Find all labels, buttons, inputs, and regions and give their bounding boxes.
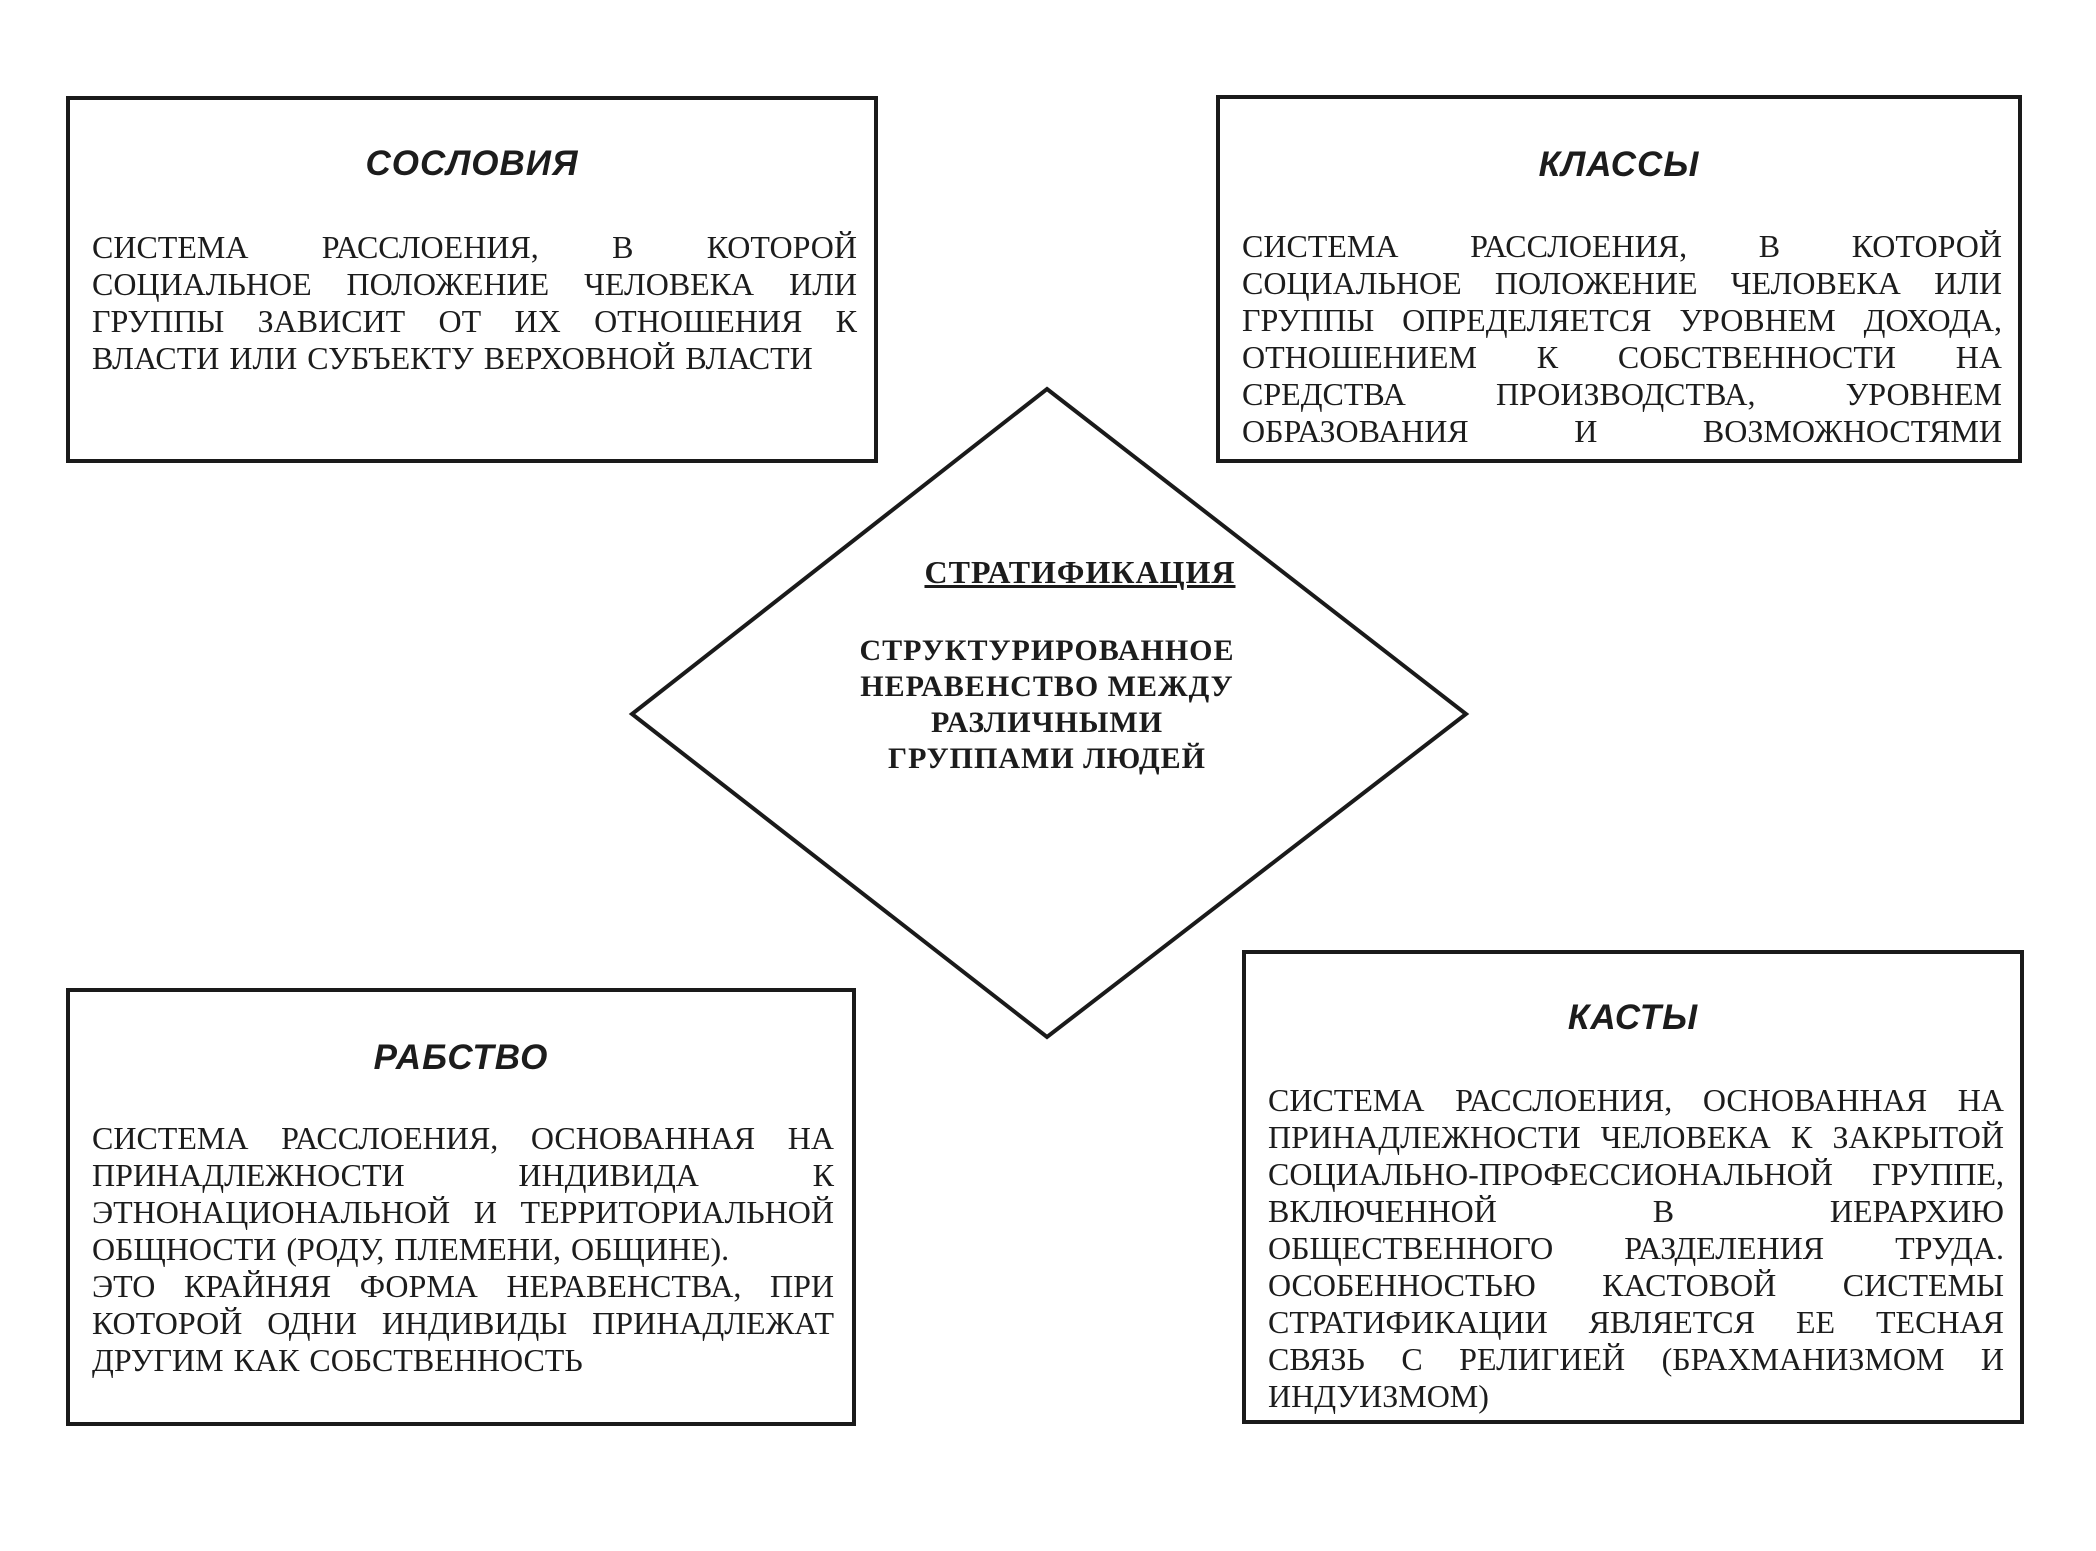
slavery-text-2: ЭТО КРАЙНЯЯ ФОРМА НЕРАВЕНСТВА, ПРИ КОТОРОЙ ОДНИ ИНДИВИДЫ ПРИНАДЛЕЖАТ ДРУГИМ КАК СОБСТВЕННОСТЬ — [92, 1268, 834, 1378]
castes-definition — [1268, 1082, 2004, 1415]
slavery-box — [66, 988, 856, 1426]
center-title: СТРАТИФИКАЦИЯ — [924, 554, 1236, 590]
center-line: СТРУКТУРИРОВАННОЕ — [859, 634, 1235, 667]
center-definition — [830, 633, 1264, 777]
classes-title: КЛАССЫ — [1538, 145, 1700, 184]
estates-title: СОСЛОВИЯ — [365, 144, 579, 183]
center-line: ГРУППАМИ ЛЮДЕЙ — [887, 742, 1207, 775]
castes-text: СИСТЕМА РАССЛОЕНИЯ, ОСНОВАННАЯ НА ПРИНАДЛЕЖНОСТИ ЧЕЛОВЕКА К ЗАКРЫТОЙ СОЦИАЛЬНО-ПРОФЕССИОНАЛЬНОЙ ГРУППЕ, ВКЛЮЧЕННОЙ В ИЕРАРХИЮ ОБЩЕСТВЕННОГО РАЗДЕЛЕНИЯ ТРУДА. ОСОБЕННОСТЬЮ КАСТОВОЙ СИСТЕМЫ СТРАТИФИКАЦИИ ЯВЛЯЕТСЯ ЕЕ ТЕСНАЯ СВЯЗЬ С РЕЛИГИЕЙ (БРАХМАНИЗМОМ И ИНДУИЗМОМ) — [1268, 1082, 2004, 1414]
center-line: НЕРАВЕНСТВО МЕЖДУ — [860, 670, 1234, 703]
castes-box — [1242, 950, 2024, 1424]
classes-box — [1216, 95, 2022, 463]
estates-box — [66, 96, 878, 463]
center-line: РАЗЛИЧНЫМИ — [930, 706, 1164, 739]
classes-definition — [1242, 228, 2002, 450]
estates-definition — [92, 229, 857, 377]
castes-title: КАСТЫ — [1567, 998, 1699, 1037]
slavery-text-1: СИСТЕМА РАССЛОЕНИЯ, ОСНОВАННАЯ НА ПРИНАДЛЕЖНОСТИ ИНДИВИДА К ЭТНОНАЦИОНАЛЬНОЙ И ТЕРРИТОРИАЛЬНОЙ ОБЩНОСТИ (РОДУ, ПЛЕМЕНИ, ОБЩИНЕ). — [92, 1120, 834, 1267]
estates-text: СИСТЕМА РАССЛОЕНИЯ, В КОТОРОЙ СОЦИАЛЬНОЕ ПОЛОЖЕНИЕ ЧЕЛОВЕКА ИЛИ ГРУППЫ ЗАВИСИТ ОТ ИХ ОТНОШЕНИЯ К ВЛАСТИ ИЛИ СУБЪЕКТУ ВЕРХОВНОЙ ВЛАСТИ — [92, 229, 857, 376]
slavery-definition — [92, 1120, 834, 1379]
classes-text: СИСТЕМА РАССЛОЕНИЯ, В КОТОРОЙ СОЦИАЛЬНОЕ ПОЛОЖЕНИЕ ЧЕЛОВЕКА ИЛИ ГРУППЫ ОПРЕДЕЛЯЕТСЯ УРОВНЕМ ДОХОДА, ОТНОШЕНИЕМ К СОБСТВЕННОСТИ НА СРЕДСТВА ПРОИЗВОДСТВА, УРОВНЕМ ОБРАЗОВАНИЯ И ВОЗМОЖНОСТЯМИ — [1242, 228, 2002, 449]
slavery-title: РАБСТВО — [373, 1038, 549, 1077]
